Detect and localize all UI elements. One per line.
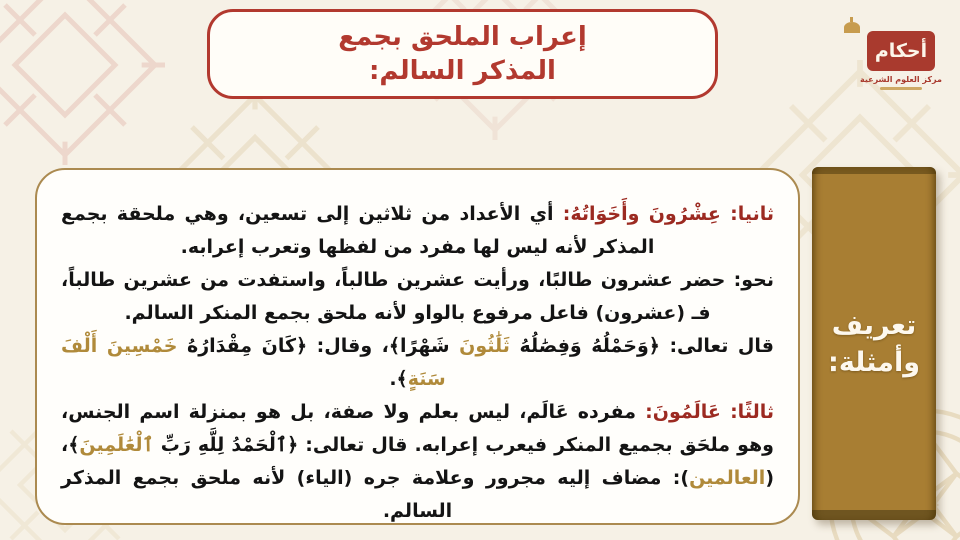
page-title xyxy=(338,20,587,88)
content-paragraph xyxy=(61,396,774,528)
text-segment-gold: ثَلَٰثُونَ xyxy=(459,335,510,357)
side-tab-label xyxy=(828,307,920,381)
ornament-top-left xyxy=(0,0,165,165)
logo-wordmark: أحكام xyxy=(867,31,935,71)
content-paragraph xyxy=(61,264,774,330)
content-box xyxy=(35,168,800,525)
page-title-line1: إعراب الملحق بجمع xyxy=(338,22,587,52)
text-segment-black: ﴾، ( xyxy=(61,434,774,489)
text-segment-red: ثانيا: عِشْرُونَ وأَخَوَاتُهُ: xyxy=(553,203,774,225)
text-segment-black: ﴾. xyxy=(389,368,408,390)
page-title-line2: المذكر السالم: xyxy=(369,56,556,86)
text-segment-gold: ٱلْعَٰلَمِينَ xyxy=(79,434,154,456)
dome-icon xyxy=(844,22,860,33)
side-tab-label-line2: وأمثلة: xyxy=(828,346,920,378)
text-segment-black: مفرده عَالَم، ليس بعلم ولا صفة، بل هو بمنزلة اسم الجنس، وهو ملحَق بجميع المنكر فيعرب إعرابه. قال تعالى: ﴿ٱلْحَمْدُ لِلَّهِ رَبِّ xyxy=(61,401,774,456)
text-segment-black: أي الأعداد من ثلاثين إلى تسعين، وهي ملحقة بجمع المذكر لأنه ليس لها مفرد من لفظها وتعرب إعرابه. xyxy=(61,203,655,258)
content-paragraph xyxy=(61,198,774,264)
side-tab-definition-examples xyxy=(812,167,936,520)
text-segment-gold: خَمْسِينَ أَلْفَ سَنَةٍ xyxy=(61,335,446,390)
logo-tagline-decoration xyxy=(880,87,922,90)
text-segment-black: ): مضاف إليه مجرور وعلامة جره (الياء) لأنه ملحق بجمع المذكر السالم. xyxy=(61,467,690,522)
text-segment-black: نحو: حضر عشرون طالبًا، ورأيت عشرين طالباً، واستفدت من عشرين طالباً، فـ (عشرون) فاعل مرفوع بالواو لأنه ملحق بجمع المنكر السالم. xyxy=(61,269,774,324)
logo xyxy=(856,22,946,90)
text-segment-black: شَهْرًا﴾، وقال: ﴿كَانَ مِقْدَارُهُ xyxy=(177,335,460,357)
text-segment-gold: العالمين xyxy=(689,467,766,489)
content-paragraph xyxy=(61,330,774,396)
title-box xyxy=(207,9,718,99)
content-text xyxy=(61,198,774,528)
logo-subtitle: مركز العلوم الشرعية xyxy=(860,75,942,84)
text-segment-black: قال تعالى: ﴿وَحَمْلُهُ وَفِصَٰلُهُ xyxy=(509,335,774,357)
side-tab-label-line1: تعريف xyxy=(831,309,917,341)
text-segment-red: ثالثًا: عَالَمُونَ: xyxy=(636,401,774,423)
